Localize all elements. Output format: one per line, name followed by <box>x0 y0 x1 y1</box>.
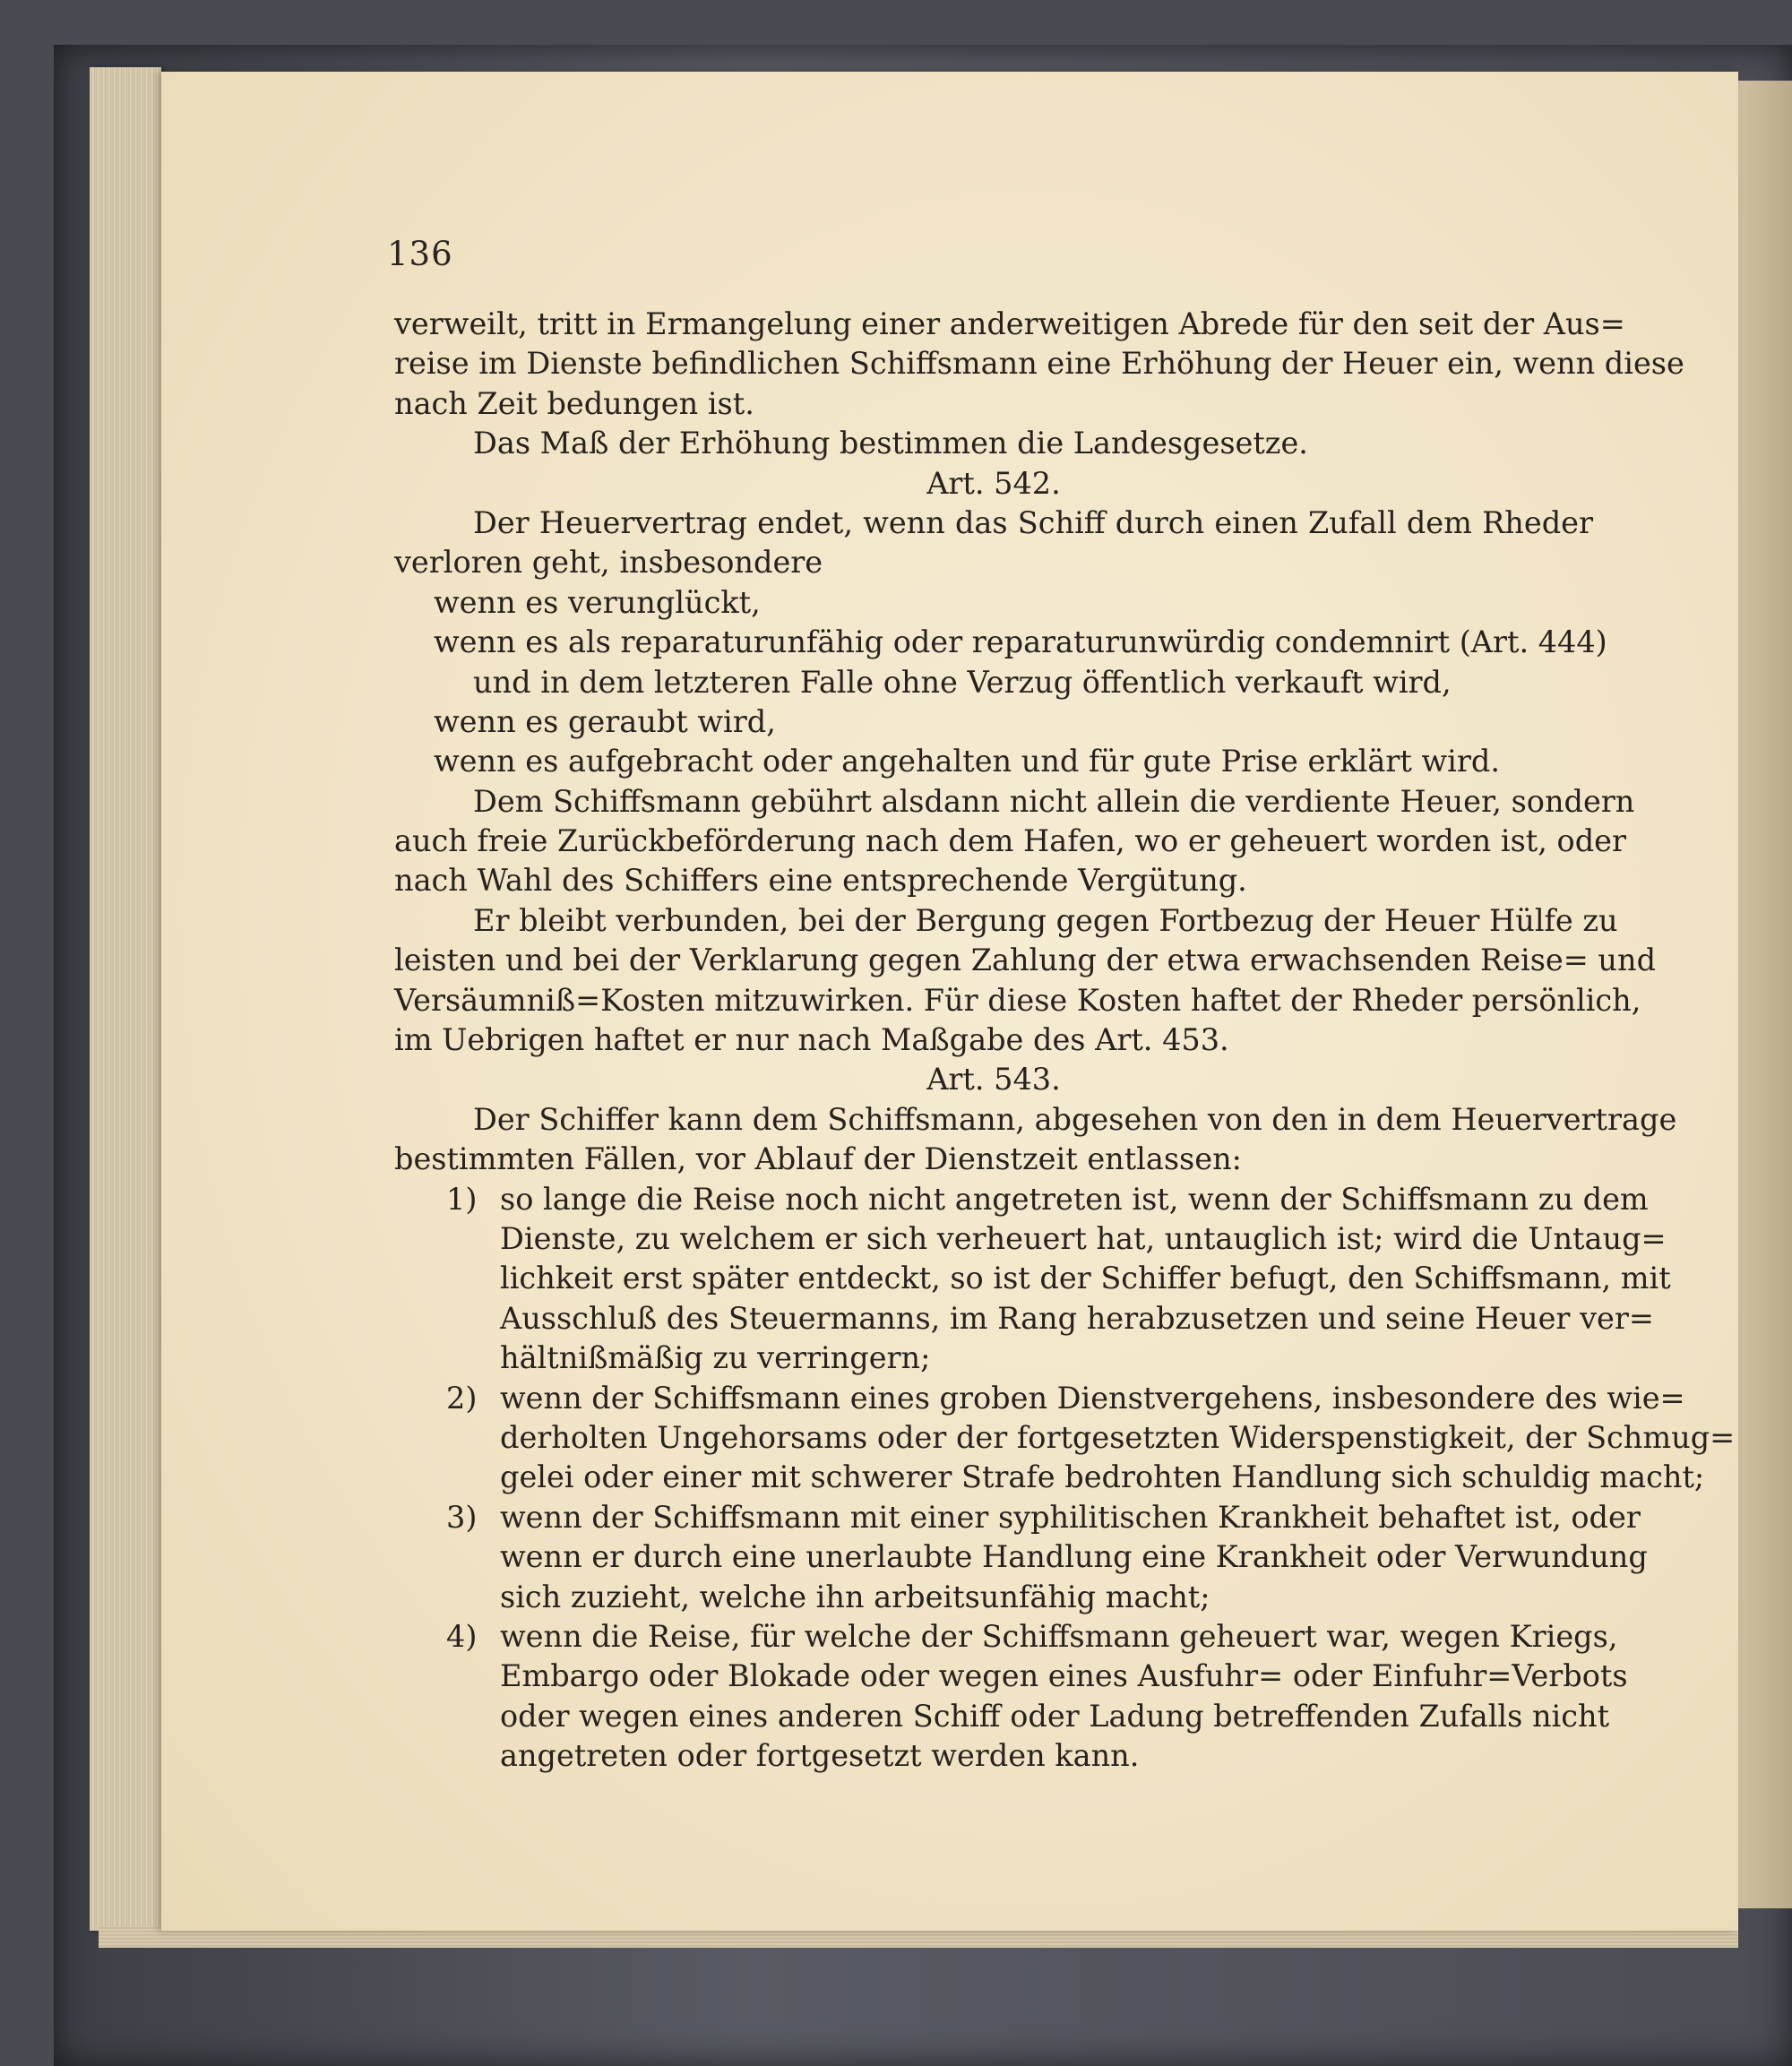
text-line: Der Heuervertrag endet, wenn das Schiff durch einen Zufall dem Rheder <box>473 504 1593 540</box>
list-item: 1) so lange die Reise noch nicht angetreten ist, wenn der Schiffsmann zu dem <box>394 1180 1593 1219</box>
text-line: nach Zeit bedungen ist. <box>394 385 754 421</box>
text-line: wenn es als reparaturunfähig oder reparaturunwürdig condemnirt (Art. 444) <box>434 624 1607 660</box>
text-line: wenn die Reise, für welche der Schiffsmann geheuert war, wegen Kriegs, <box>500 1618 1618 1654</box>
text-line: im Uebrigen haftet er nur nach Maßgabe des Art. 453. <box>394 1022 1229 1058</box>
article-heading: Art. 542. <box>926 465 1061 501</box>
text-line: wenn der Schiffsmann mit einer syphilitischen Krankheit behaftet ist, oder <box>500 1499 1641 1535</box>
text-line: so lange die Reise noch nicht angetreten ist, wenn der Schiffsmann zu dem <box>500 1181 1649 1217</box>
text-line: wenn es verunglückt, <box>434 584 761 620</box>
text-line: verloren geht, insbesondere <box>394 545 823 581</box>
text-line: angetreten oder fortgesetzt werden kann. <box>500 1738 1140 1774</box>
list-item: 4) wenn die Reise, für welche der Schiffsmann geheuert war, wegen Kriegs, <box>394 1617 1593 1657</box>
text-line: bestimmten Fällen, vor Ablauf der Dienstzeit entlassen: <box>394 1141 1242 1177</box>
text-line: gelei oder einer mit schwerer Strafe bedrohten Handlung sich schuldig macht; <box>500 1459 1705 1495</box>
text-line: Embargo oder Blokade oder wegen eines Ausfuhr= oder Einfuhr=Verbots <box>500 1658 1628 1694</box>
text-line: nach Wahl des Schiffers eine entsprechende Vergütung. <box>394 863 1247 899</box>
next-page-edge <box>1738 81 1792 1908</box>
text-line: Er bleibt verbunden, bei der Bergung gegen Fortbezug der Heuer Hülfe zu <box>473 902 1618 938</box>
text-line: hältnißmäßig zu verringern; <box>500 1340 931 1376</box>
text-line: und in dem letzteren Falle ohne Verzug öffentlich verkauft wird, <box>473 664 1452 700</box>
text-line: Dem Schiffsmann gebührt alsdann nicht allein die verdiente Heuer, sondern <box>473 783 1635 819</box>
text-line: Der Schiffer kann dem Schiffsmann, abgesehen von den in dem Heuervertrage <box>473 1101 1677 1137</box>
text-line: auch freie Zurückbeförderung nach dem Hafen, wo er geheuert worden ist, oder <box>394 823 1626 859</box>
text-line: verweilt, tritt in Ermangelung einer anderweitigen Abrede für den seit der Aus= <box>394 306 1625 341</box>
text-line: leisten und bei der Verklarung gegen Zahlung der etwa erwachsenden Reise= und <box>394 943 1657 978</box>
list-item: 2) wenn der Schiffsmann eines groben Dienstvergehens, insbesondere des wie= <box>394 1379 1593 1418</box>
text-line: sich zuzieht, welche ihn arbeitsunfähig macht; <box>500 1579 1210 1614</box>
text-line: wenn es aufgebracht oder angehalten und für gute Prise erklärt wird. <box>434 744 1500 779</box>
text-line: derholten Ungehorsams oder der fortgesetzten Widerspenstigkeit, der Schmug= <box>500 1419 1736 1455</box>
page-number: 136 <box>387 235 453 273</box>
page-edges <box>90 67 161 1931</box>
text-line: Versäumniß=Kosten mitzuwirken. Für diese Kosten haftet der Rheder persönlich, <box>394 982 1641 1018</box>
text-line: Ausschluß des Steuermanns, im Rang herabzusetzen und seine Heuer ver= <box>500 1300 1654 1336</box>
text-line: wenn es geraubt wird, <box>434 703 776 739</box>
text-line: reise im Dienste befindlichen Schiffsmann eine Erhöhung der Heuer ein, wenn diese <box>394 346 1684 382</box>
text-line: Dienste, zu welchem er sich verheuert hat, untauglich ist; wird die Untaug= <box>500 1220 1667 1256</box>
text-line: lichkeit erst später entdeckt, so ist der Schiffer befugt, den Schiffsmann, mit <box>500 1261 1671 1296</box>
text-line: wenn der Schiffsmann eines groben Dienstvergehens, insbesondere des wie= <box>500 1380 1685 1416</box>
body-text <box>394 305 1736 1776</box>
article-heading: Art. 543. <box>926 1062 1061 1098</box>
text-line: wenn er durch eine unerlaubte Handlung eine Krankheit oder Verwundung <box>500 1539 1648 1575</box>
list-item: 3) wenn der Schiffsmann mit einer syphilitischen Krankheit behaftet ist, oder <box>394 1498 1593 1537</box>
text-line: Das Maß der Erhöhung bestimmen die Landesgesetze. <box>473 426 1308 461</box>
text-line: oder wegen eines anderen Schiff oder Ladung betreffenden Zufalls nicht <box>500 1698 1610 1734</box>
